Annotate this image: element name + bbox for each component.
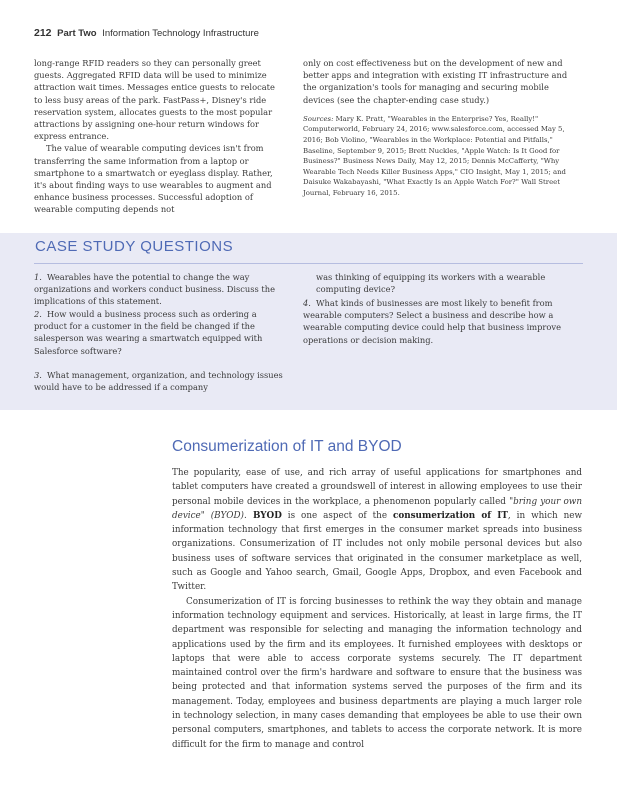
page-header <box>34 27 259 39</box>
page-number: 212 <box>34 27 52 39</box>
case-question-4 <box>303 297 583 346</box>
question-text: What kinds of businesses are most likely to benefit from wearable computers? Select a business and describe how a wearable computing device could help that business improve operations or decision making. <box>303 298 561 345</box>
part-label: Part Two <box>57 28 97 39</box>
left-paragraph-1: long-range RFID readers so they can personally greet guests. Aggregated RFID data will be used to minimize attraction wait times. Messages entice guests to relocate to less busy areas of the park. FastPass+, Disney's ride reservation system, allocates guests to the most popular attractions by assigning one-hour return windows for express entrance. <box>34 58 275 142</box>
section-title: Consumerization of IT and BYOD <box>172 438 402 455</box>
sources-label: Sources: <box>303 114 334 123</box>
part-title: Information Technology Infrastructure <box>102 28 259 39</box>
question-number: 2. <box>34 309 42 319</box>
section-paragraph-2: Consumerization of IT is forcing businesses to rethink the way they obtain and manage information technology equipment and services. Historically, at least in large firms, the IT department was responsible for selecting and managing the information technology and applications used by the firm and its employees. It furnished employees with desktops or laptops that were able to access corporate systems securely. The IT department maintained control over the firm's hardware and software to ensure that the business was being protected and that information systems served the purposes of the firm and its management. Today, employees and business departments are playing a much larger role in technology selection, in many cases demanding that employees be able to use their own personal computers, smartphones, and tablets to access the corporate network. It is more difficult for the firm to manage and control <box>172 596 582 750</box>
question-number: 1. <box>34 272 42 282</box>
question-number: 3. <box>34 370 42 380</box>
text-run: is one aspect of the <box>281 510 393 521</box>
case-question-3-continued <box>316 271 582 295</box>
left-column <box>34 57 280 216</box>
byod-bold: BYOD <box>246 510 282 521</box>
section-paragraph-1 <box>172 466 582 595</box>
sources-note <box>303 114 581 199</box>
right-column <box>303 57 581 199</box>
sources-text: Mary K. Pratt, "Wearables in the Enterprise? Yes, Really!" Computerworld, February 24, 2016; www.salesforce.com, accessed May 5, 2016; Bob Violino, "Wearables in the Workplace: Potential and Pitfalls," Baseline, September 9, 2015; Brett Nuckles, "Apple Watch: Is It Good for Business?" Business News Daily, May 12, 2015; Dennis McCafferty, "Why Wearable Tech Needs Killer Business Apps," CIO Insight, May 1, 2015; and Daisuke Wakabayashi, "What Exactly Is an Apple Watch For?" Wall Street Journal, February 16, 2015. <box>303 114 566 197</box>
case-study-title: CASE STUDY QUESTIONS <box>35 238 234 255</box>
case-question-3 <box>34 369 284 393</box>
question-text: Wearables have the potential to change the way organizations and workers conduct business. Discuss the implications of this statement. <box>34 272 276 307</box>
question-number: 4. <box>303 298 311 308</box>
text-run: The popularity, ease of use, and rich array of useful applications for smartphones and tablet computers have created a groundswell of interest in allowing employees to use their personal mobile devices in the workplace, a phenomenon popularly called <box>172 468 582 507</box>
right-paragraph-1: only on cost effectiveness but on the development of new and better apps and integration with existing IT infrastructure and the organization's tools for managing and securing mobile devices (see the chapter-ending case study.) <box>303 58 568 105</box>
case-question-1 <box>34 271 284 308</box>
consumerization-term: consumerization of IT <box>392 510 508 521</box>
byod-term: "bring your own device" (BYOD). <box>172 496 582 521</box>
case-study-divider <box>34 263 583 264</box>
left-paragraph-2: The value of wearable computing devices isn't from transferring the same information from a laptop or smartphone to a smartwatch or eyeglass display. Rather, it's about finding ways to use wearables to augment and enhance business processes. Successful adoption of wearable computing depends not <box>34 143 273 215</box>
case-question-2 <box>34 308 284 357</box>
text-run: , in which new information technology that first emerges in the consumer market spreads into business organizations. Consumerization of IT includes not only mobile personal devices but also business uses of software services that originated in the consumer marketplace as well, such as Google and Yahoo search, Gmail, Google Apps, Dropbox, and even Facebook and Twitter. <box>172 510 583 593</box>
question-text: What management, organization, and technology issues would have to be addressed if a company <box>34 370 283 393</box>
section-body <box>172 466 582 752</box>
question-text: How would a business process such as ordering a product for a customer in the field be changed if the salesperson was wearing a smartwatch equipped with Salesforce software? <box>34 309 263 356</box>
question-text: was thinking of equipping its workers with a wearable computing device? <box>316 272 546 295</box>
